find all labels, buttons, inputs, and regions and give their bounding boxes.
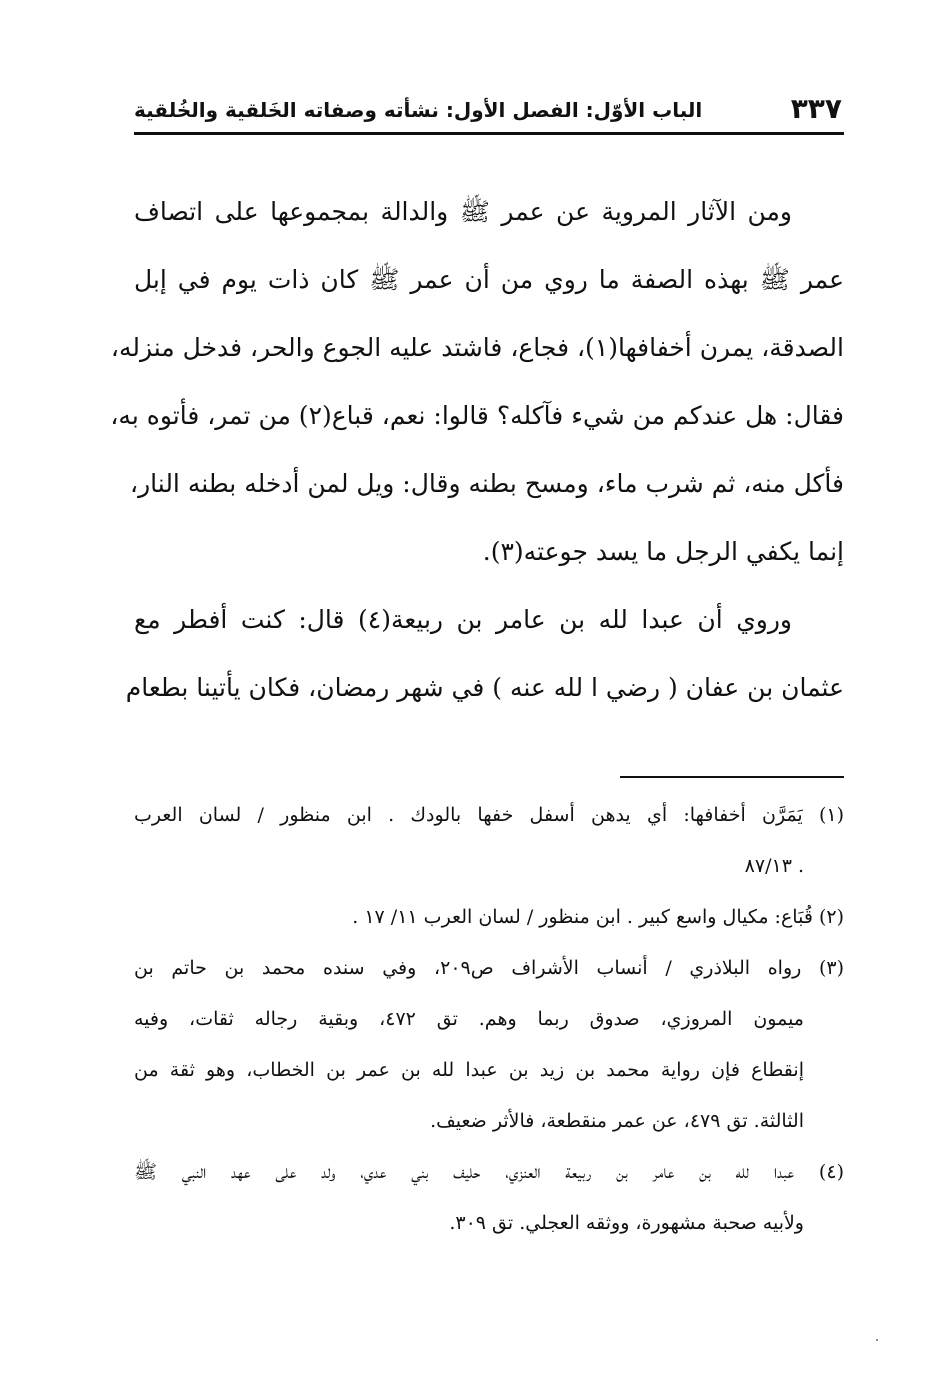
page-number: ٣٣٧ (790, 92, 842, 125)
footnotes (134, 790, 844, 1249)
footnote-line: . ٨٧/١٣ (744, 855, 804, 877)
footnote-line: (٤) عبدا لله بن عامر بن ربيعة العنزي، حليف بني عدي، ولد على عهد النبي ﷺ (134, 1161, 844, 1183)
body-line: ومن الآثار المروية عن عمر ﷺ والدالة بمجموعها على اتصاف (134, 197, 792, 226)
footnote-line: (٣) رواه البلاذري / أنساب الأشراف ص٢٠٩، وفي سنده محمد بن حاتم بن (134, 957, 844, 979)
footnote-rule (620, 776, 844, 778)
body-line: عمر ﷺ بهذه الصفة ما روي من أن عمر ﷺ كان ذات يوم في إبل (134, 265, 844, 294)
footnote-line: إنقطاع فإن رواية محمد بن زيد بن عبدا لله بن عمر بن الخطاب، وهو ثقة من (134, 1059, 804, 1081)
footnote-line: (١) يَمَرَّن أخفافها: أي يدهن أسفل خفها بالودك . ابن منظور / لسان العرب (134, 804, 844, 826)
page-header (134, 92, 844, 130)
header-rule (134, 132, 844, 135)
footnote-line: الثالثة. تق ٤٧٩، عن عمر منقطعة، فالأثر ضعيف. (430, 1110, 804, 1132)
footnote-line: ولأبيه صحبة مشهورة، ووثقه العجلي. تق ٣٠٩. (449, 1212, 804, 1234)
body-line: إنما يكفي الرجل ما يسد جوعته(٣). (482, 537, 844, 566)
footnote-line: ميمون المروزي، صدوق ربما وهم. تق ٤٧٢، وبقية رجاله ثقات، وفيه (134, 1008, 804, 1030)
body-line: عثمان بن عفان ( رضي ا لله عنه ) في شهر رمضان، فكان يأتينا بطعام (125, 673, 844, 702)
scan-speck (876, 1339, 878, 1341)
body-line: وروي أن عبدا لله بن عامر بن ربيعة(٤) قال: كنت أفطر مع (134, 605, 792, 634)
body-line: الصدقة، يمرن أخفافها(١)، فجاع، فاشتد عليه الجوع والحر، فدخل منزله، (110, 333, 844, 362)
footnote-line: (٢) قُبَاع: مكيال واسع كبير . ابن منظور / لسان العرب ١١/ ١٧ . (352, 906, 844, 928)
main-text (110, 178, 844, 722)
body-line: فأكل منه، ثم شرب ماء، ومسح بطنه وقال: ويل لمن أدخله بطنه النار، (130, 469, 844, 498)
body-line: فقال: هل عندكم من شيء فآكله؟ قالوا: نعم، قباع(٢) من تمر، فأتوه به، (110, 401, 844, 430)
running-title: الباب الأوّل: الفصل الأول: نشأته وصفاته الخَلقية والخُلقية (134, 98, 703, 122)
